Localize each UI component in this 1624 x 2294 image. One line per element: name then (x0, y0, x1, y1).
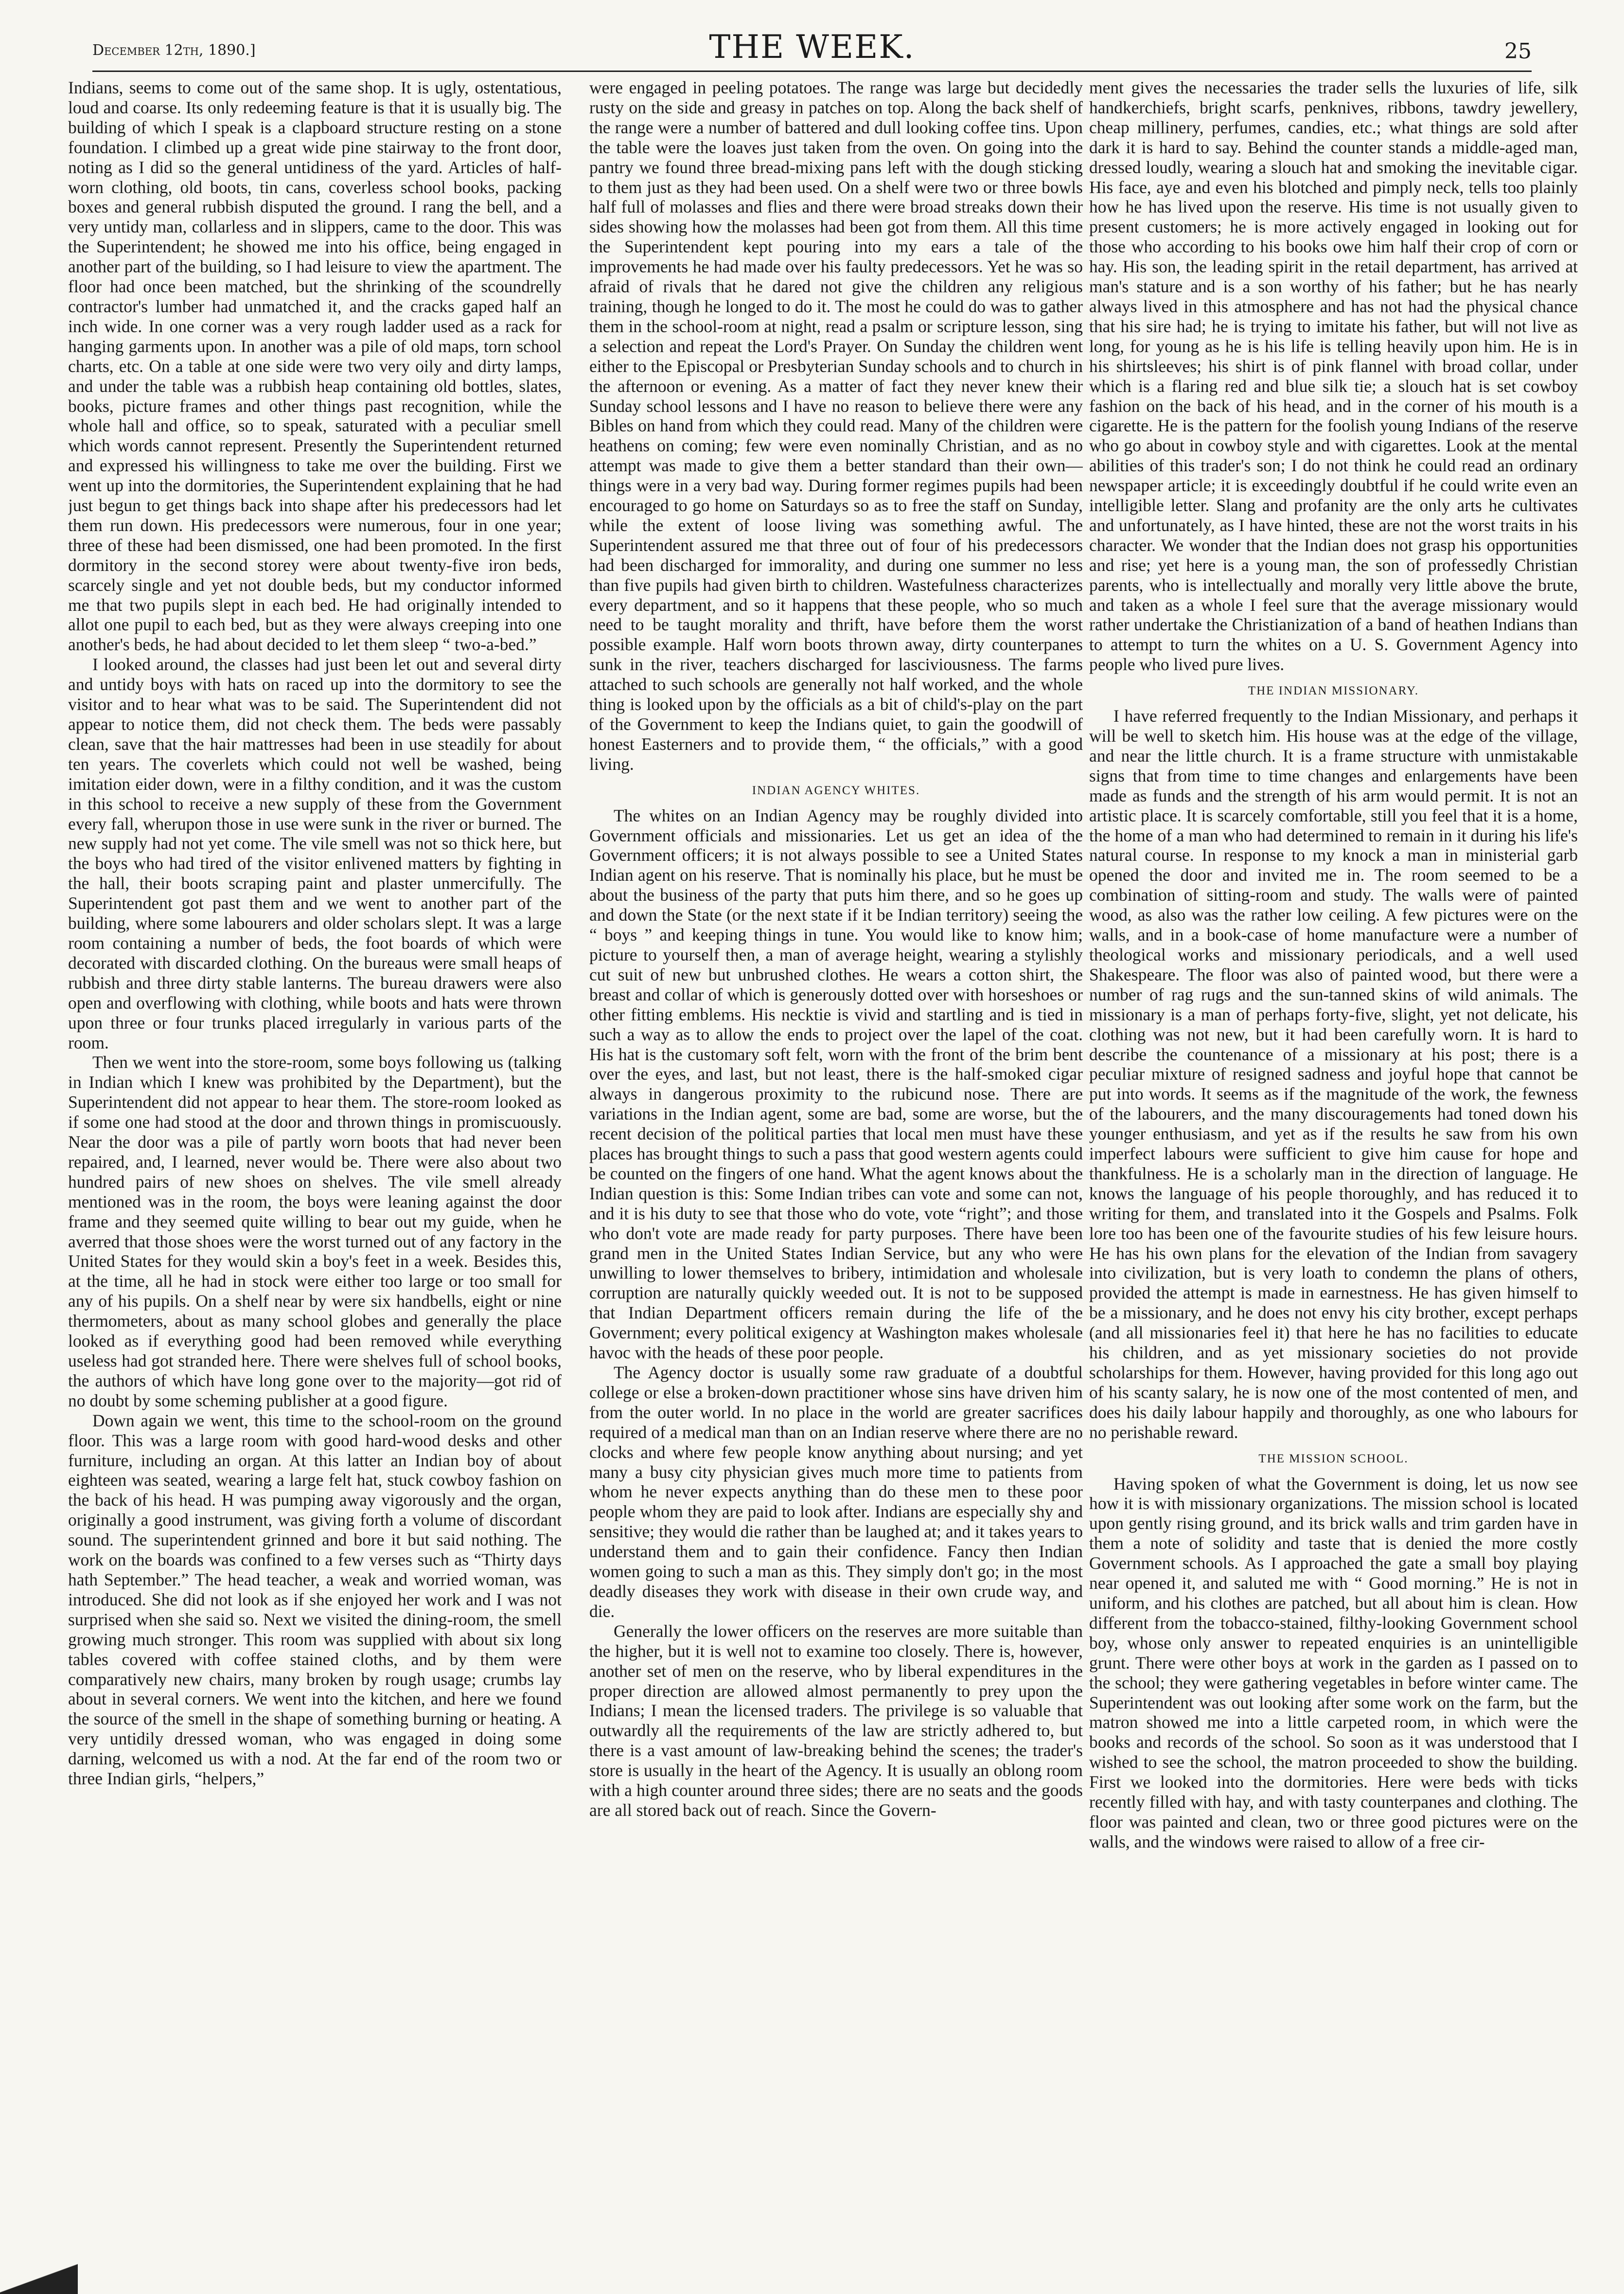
paragraph: Generally the lower officers on the reserves are more suitable than the higher, but it is well not to examine too closely. There is, however, another set of men on the reserve, who by liberal expenditures in the proper direction are allowed almost permanently to prey upon the Indians; I mean the licensed traders. The privilege is so valuable that outwardly all the requirements of the law are strictly adhered to, but there is a vast amount of law-breaking behind the scenes; the trader's store is usually in the heart of the Agency. It is usually an oblong room with a high counter around three sides; there are no seats and the goods are all stored back out of reach. Since the Govern- (589, 1621, 1083, 1820)
paragraph: were engaged in peeling potatoes. The range was large but decidedly rusty on the side and greasy in patches on top. Along the back shelf of the range were a number of battered and dull looking coffee tins. Upon the table were the loaves just taken from the oven. On going into the pantry we found three bread-mixing pans left with the dough sticking to them just as they had been used. On a shelf were two or three bowls half full of molasses and flies and there were broad streaks down their sides showing how the molasses had been got from them. All this time the Superintendent kept pouring into my ears a tale of the improvements he had made over his faulty predecessors. Yet he was so afraid of rivals that he dared not give the children any religious training, though he longed to do it. The most he could do was to gather them in the school-room at night, read a psalm or scripture lesson, sing a selection and repeat the Lord's Prayer. On Sunday the children went either to the Episcopal or Presbyterian Sunday schools and to church in the afternoon or evening. As a matter of fact they never knew their Sunday school lessons and I have no reason to believe there were any Bibles on hand from which they could read. Many of the children were heathens on coming; few were even nominally Christian, and as no attempt was made to give them a better standard than their own—things were in a very bad way. During former regimes pupils had been encouraged to go home on Saturdays so as to free the staff on Sunday, while the extent of loose living was something awful. The Superintendent assured me that three out of four of his predecessors had been discharged for immorality, and during one summer no less than five pupils had given birth to children. Wastefulness characterizes every department, and so it happens that these people, who so much need to be taught morality and thrift, have before them the worst possible example. Half worn boots thrown away, dirty counterpanes sunk in the river, teachers discharged for lasciviousness. The farms attached to such schools are generally not half worked, and the whole thing is looked upon by the officials as a bit of child's-play on the part of the Government to keep the Indians quiet, to gain the goodwill of honest Easterners and to provide them, “ the officials,” with a good living. (589, 78, 1083, 774)
page-number: 25 (1504, 39, 1532, 64)
paragraph: Having spoken of what the Government is doing, let us now see how it is with missionary organizations. The mission school is located upon gently rising ground, and its brick walls and trim garden have in them a note of solidity and taste that is denied the more costly Government schools. As I approached the gate a small boy playing near opened it, and saluted me with “ Good morning.” He is not in uniform, and his clothes are patched, but all about him is clean. How different from the tobacco-stained, filthy-looking Government school boy, whose only answer to repeated enquiries is an unintelligible grunt. There were other boys at work in the garden as I passed on to the school; they were gathering vegetables in before winter came. The Superintendent was out looking after some work on the farm, but the matron showed me into a little carpeted room, in which were the books and records of the school. So soon as it was understood that I wished to see the school, the matron proceeded to show the building. First we looked into the dormitories. Here were beds with ticks recently filled with hay, and with tasty counterpanes and clothing. The floor was painted and clean, two or three good pictures were on the walls, and the windows were raised to allow of a free cir- (1089, 1474, 1578, 1851)
column-2 (589, 78, 1083, 2252)
paragraph: ment gives the necessaries the trader sells the luxuries of life, silk handkerchiefs, bright scarfs, penknives, ribbons, tawdry jewellery, cheap millinery, perfumes, candies, etc.; what things are sold after dark it is hard to say. Behind the counter stands a middle-aged man, dressed loudly, wearing a slouch hat and smoking the inevitable cigar. His face, aye and even his blotched and pimply neck, tells too plainly how he has lived upon the reserve. His time is not usually given to present customers; he is more actively engaged in looking out for those who according to his books owe him half their crop of corn or hay. His son, the leading spirit in the retail department, has arrived at man's stature and is a son worthy of his father; but he has nearly always lived in this atmosphere and has not had the physical chance that his sire had; he is trying to imitate his father, but will not live as long, for young as he is his life is telling heavily upon him. He is in his shirtsleeves; his shirt is of pink flannel with broad collar, under which is a flaring red and blue silk tie; a slouch hat is set cowboy fashion on the back of his head, and in the corner of his mouth is a cigarette. He is the pattern for the foolish young Indians of the reserve who go about in cowboy style and with cigarettes. Look at the mental abilities of this trader's son; I do not think he could read an ordinary newspaper article; it is exceedingly doubtful if he could write even an intelligible letter. Slang and profanity are the only arts he cultivates and unfortunately, as I have hinted, these are not the worst traits in his character. We wonder that the Indian does not grasp his opportunities and rise; yet here is a young man, the son of professedly Christian parents, who is intellectually and morally very little above the brute, and taken as a whole I feel sure that the average missionary would rather undertake the Christianization of a band of heathen Indians than to attempt to turn the whites on a U. S. Government Agency into people who lived pure lives. (1089, 78, 1578, 675)
section-heading: THE MISSION SCHOOL. (1258, 1452, 1409, 1465)
paragraph: I looked around, the classes had just been let out and several dirty and untidy boys with hats on raced up into the dormitory to see the visitor and to hear what was to be said. The Superintendent did not appear to notice them, did not check them. The beds were passably clean, save that the hair mattresses had been in use steadily for about ten years. The coverlets which could not well be washed, being imitation eider down, were in a filthy condition, and it was the custom in this school to receive a new supply of these from the Government every fall, wherupon those in use were sunk in the river or burned. The new supply had not yet come. The vile smell was not so thick here, but the boys who had tired of the visitor enlivened matters by fighting in the hall, their boots scraping paint and plaster unmercifully. The Superintendent got past them and we went to another part of the building, where some labourers and older scholars slept. It was a large room containing a number of beds, the foot boards of which were decorated with discarded clothing. On the bureaus were small heaps of rubbish and three dirty stable lanterns. The bureau drawers were also open and overflowing with clothing, while boots and hats were thrown upon three or four trunks placed irregularly in various parts of the room. (68, 655, 562, 1052)
section-heading: THE INDIAN MISSIONARY. (1248, 684, 1419, 698)
section-heading: INDIAN AGENCY WHITES. (752, 783, 920, 797)
paragraph: The whites on an Indian Agency may be roughly divided into Government officials and missionaries. Let us get an idea of the Government officers; it is not always possible to see a United States Indian agent on his reserve. That is nominally his place, but he must be about the business of the party that puts him there, and so he goes up and down the State (or the next state if it be Indian territory) seeing the “ boys ” and keeping things in tune. You would like to know him; picture to yourself then, a man of average height, wearing a stylishly cut suit of new but unbrushed clothes. He wears a cotton shirt, the breast and collar of which is generously dotted over with horseshoes or other fitting emblems. His necktie is vivid and startling and is tied in such a way as to allow the ends to project over the lapel of the coat. His hat is the customary soft felt, worn with the front of the brim bent over the eyes, and last, but not least, there is the half-smoked cigar always in dangerous proximity to the rubicund nose. There are variations in the Indian agent, some are bad, some are worse, but the recent decision of the political parties that local men must have these places has brought things to such a pass that good western agents could be counted on the fingers of one hand. What the agent knows about the Indian question is this: Some Indian tribes can vote and some can not, and it is his duty to see that those who do vote, vote “right”; and those who don't vote are made ready for party purposes. There have been grand men in the United States Indian Service, but any who were unwilling to lower themselves to bribery, intimidation and wholesale corruption are naturally quickly weeded out. It is not to be supposed that Indian Department officers remain during the life of the Government; every political exigency at Washington makes wholesale havoc with the heads of these poor people. (589, 805, 1083, 1363)
paragraph: I have referred frequently to the Indian Missionary, and perhaps it will be well to sketch him. His house was at the edge of the village, and near the little church. It is a frame structure with unmistakable signs that from time to time changes and enlargements have been made as funds and the strength of his arm would permit. It is not an artistic place. It is scarcely comfortable, still you feel that it is a home, the home of a man who had determined to remain in it during his life's natural course. In response to my knock a man in ministerial garb opened the door and invited me in. The room seemed to be a combination of sitting-room and study. The walls were of painted wood, as also was the rather low ceiling. A few pictures were on the walls, and in a book-case of home manufacture were a number of theological works and missionary periodicals, and a well used Shakespeare. The floor was also of painted wood, but there were a number of rag rugs and the sun-tanned skins of wild animals. The missionary is a man of perhaps forty-five, slight, yet not delicate, his clothing was not new, but it had been carefully worn. It is hard to describe the countenance of a missionary at his post; there is a peculiar mixture of resigned sadness and joyful hope that cannot be put into words. It seems as if the magnitude of the work, the fewness of the labourers, and the many discouragements had toned down his younger enthusiasm, and yet as if the results he saw from his own imperfect labours were sufficient to give him cause for hope and thankfulness. He is a scholarly man in the direction of language. He knows the language of his people thoroughly, and has reduced it to writing for them, and translated into it the Gospels and Psalms. Folk lore too has been one of the favourite studies of his few leisure hours. He has his own plans for the elevation of the Indian from savagery into civilization, but is very loath to condemn the plans of others, provided the attempt is made in earnestness. He has given himself to be a missionary, and he does not envy his city brother, except perhaps (and all missionaries feel it) that here he has no facilities to educate his children, and as yet missionary societies do not provide scholarships for them. However, having provided for this long ago out of his scanty salary, he is now one of the most contented of men, and does his daily labour happily and thoroughly, as one who labours for no perishable reward. (1089, 706, 1578, 1442)
masthead-title: THE WEEK. (709, 28, 915, 66)
issue-date: December 12th, 1890.] (92, 42, 256, 59)
paragraph: Then we went into the store-room, some boys following us (talking in Indian which I knew was prohibited by the Department), but the Superintendent did not appear to hear them. The store-room looked as if some one had stood at the door and thrown things in promiscuously. Near the door was a pile of partly worn boots that had never been repaired, and, I learned, never would be. There were also about two hundred pairs of new shoes on shelves. The vile smell already mentioned was in the room, the boys were leaning against the door frame and they seemed quite willing to bear out my guide, when he averred that those shoes were the worst turned out of any factory in the United States for they would skin a boy's feet in a week. Besides this, at the time, all he had in stock were either too large or too small for any of his pupils. On a shelf near by were six handbells, eight or nine thermometers, about as many school globes and generally the place looked as if everything good had been removed while everything useless had got stranded here. There were shelves full of school books, the authors of which have long gone over to the majority—got rid of no doubt by some scheming publisher at a good figure. (68, 1052, 562, 1410)
page-header (92, 24, 1532, 72)
column-1 (68, 78, 562, 2252)
column-3 (1089, 78, 1578, 2252)
paragraph: Indians, seems to come out of the same shop. It is ugly, ostentatious, loud and coarse. Its only redeeming feature is that it is usually big. The building of which I speak is a clapboard structure resting on a stone foundation. I climbed up a great wide pine stairway to the front door, noting as I did so the general untidiness of the yard. Articles of half-worn clothing, old boots, tin cans, coverless school books, packing boxes and general rubbish disputed the ground. I rang the bell, and a very untidy man, collarless and in slippers, came to the door. This was the Superintendent; he showed me into his office, being engaged in another part of the building, so I had leisure to view the apartment. The floor had once been matched, but the shrinking of the scoundrelly contractor's lumber had unmatched it, and the cracks gaped half an inch wide. In one corner was a very rough ladder used as a rack for hanging garments upon. In another was a pile of old maps, torn school charts, etc. On a table at one side were two very oily and dirty lamps, and under the table was a rubbish heap containing old bottles, slates, books, picture frames and other things past recognition, while the whole hall and office, so to speak, saturated with a peculiar smell which words cannot represent. Presently the Superintendent returned and expressed his willingness to take me over the building. First we went up into the dormitories, the Superintendent explaining that he had just begun to get things back into shape after his predecessors had let them run down. His predecessors were numerous, four in one year; three of these had been dismissed, one had been promoted. In the first dormitory in the second storey were about twenty-five iron beds, scarcely single and yet not double beds, but my conductor informed me that two pupils slept in each bed. He had originally intended to allot one pupil to each bed, but as they were always creeping into one another's beds, he had about decided to let them sleep “ two-a-bed.” (68, 78, 562, 655)
scan-corner-shadow (0, 2255, 78, 2294)
paragraph: Down again we went, this time to the school-room on the ground floor. This was a large room with good hard-wood desks and other furniture, including an organ. At this latter an Indian boy of about eighteen was seated, wearing a large felt hat, stuck cowboy fashion on the back of his head. H was pumping away vigorously and the organ, originally a good instrument, was giving forth a volume of discordant sound. The superintendent grinned and bore it but said nothing. The work on the boards was confined to a few verses such as “Thirty days hath September.” The head teacher, a weak and worried woman, was introduced. She did not look as if she enjoyed her work and I was not surprised when she said so. Next we visited the dining-room, the smell growing much stronger. This room was supplied with about six long tables covered with coffee stained cloths, and by them were comparatively new chairs, many broken by rough usage; crumbs lay about in several corners. We went into the kitchen, and here we found the source of the smell in the shape of something burning or heating. A very untidily dressed woman, who was engaged in doing some darning, welcomed us with a nod. At the far end of the room two or three Indian girls, “helpers,” (68, 1410, 562, 1789)
paragraph: The Agency doctor is usually some raw graduate of a doubtful college or else a broken-down practitioner whose sins have driven him from the outer world. In no place in the world are greater sacrifices required of a medical man than on an Indian reserve where there are no clocks and where few people know anything about nursing; and yet many a busy city physician gives much more time to patients from whom he never expects anything than do these men to these poor people whom they are paid to look after. Indians are especially shy and sensitive; they would die rather than be laughed at; and it takes years to understand them and to gain their confidence. Fancy then Indian women going to such a man as this. They simply don't go; in the most deadly diseases they work with disease in their own crude way, and die. (589, 1363, 1083, 1621)
